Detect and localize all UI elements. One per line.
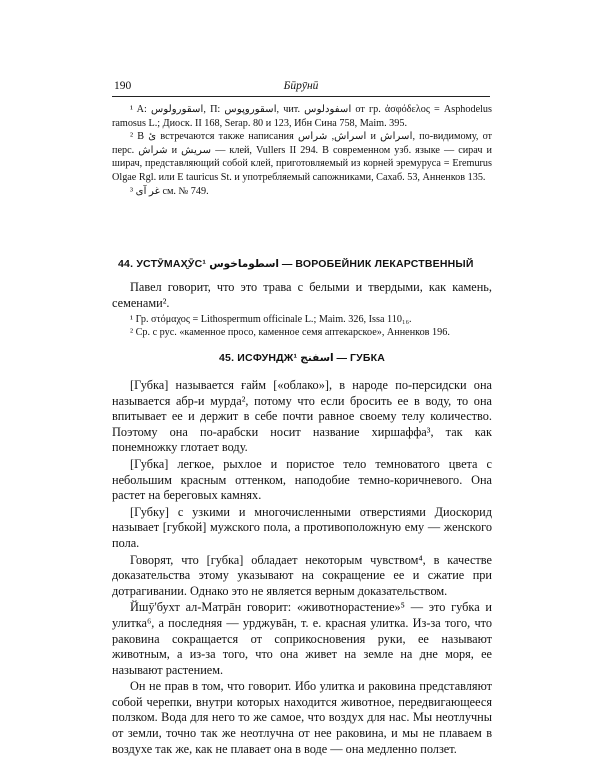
running-title: Бӣрӯнӣ (283, 80, 319, 92)
footnote: ² Ср. с рус. «каменное просо, каменное семя аптекарское», Анненков 196. (130, 327, 450, 339)
paragraph: [Губка] легкое, рыхлое и пористое тело темноватого цвета с небольшим красным оттенком, наподобие темно-коричневого. Она растет на береговых камнях. (112, 456, 492, 503)
paragraph: Он не прав в том, что говорит. Ибо улитка и раковина представляют собой черепки, внутри которых находится животное, передвигающееся ползком. Вода для него то же самое, что воздух для нас. Мы неотлучны от земли, точно так же неотлучна от нее раковина, и мы не плаваем в воздухе так же, как не плавает она в воде — она медленно ползет. (112, 679, 492, 756)
footnote: ² В ئ встречаются также написания اسراش, شراس и اسراش, по-видимому, от перс. شراش и سریش — клей, Vullers II 294. В современном узб. языке — сирач и ширач, представляющий собой клей, приготовляемый из корней эремуруса = Eremurus Olgae Rgl. или E tauricus St. и употребляемый сапожниками, Сахаб. 53, Анненков 135. (112, 131, 493, 183)
footnote: ¹ A: اسقورولوس, П: اسقوروپوس, чит. اسفودلوس от гр. ἀσφόδελος = Asphodelus ramosus L.; Диоск. II 168, Serap. 80 и 123, Ибн Сина 758, Maim. 395. (112, 104, 492, 129)
footnote: ¹ Гр. στόμαχος = Lithospermum officinale L.; Maim. 326, Issa 110₁₆. (130, 314, 412, 325)
entry-44-footnotes (112, 313, 492, 339)
footnotes-top (112, 103, 492, 198)
paragraph: Йшӯ'бухт ал-Матрāн говорит: «животнорастение»⁵ — это губка и улитка⁶, а последняя — урджувāн, т. е. красная улитка. Из-за того, что раковина сокращается от соприкосновения руки, ее называют животным, а из-за того, что она живет на земле на дне моря, ее называют растением. (112, 600, 492, 677)
page-header (112, 80, 490, 97)
entry-45-body (112, 378, 492, 758)
entry-44-title: 44. УСТӮМАХ̮ӮС¹ اسطوماخوس — ВОРОБЕЙНИК ЛЕКАРСТВЕННЫЙ (118, 258, 474, 270)
entry-44-body (112, 280, 492, 311)
paragraph: [Губку] с узкими и многочисленными отверстиями Диоскорид называет [губкой] мужского пола, а противоположную ему — женского пола. (112, 504, 492, 550)
paragraph: [Губка] называется ғайм [«облако»], в народе по-персидски она называется абр-и мурда², потому что если бросить ее в воду, то она впитывает ее и держит в себе почти равное своему телу количество. Поэтому она по-арабски носит название хиршаффа³, так как понемножку глотает воду. (112, 378, 492, 455)
footnote: ³ غر آی см. № 749. (130, 185, 209, 197)
paragraph: Говорят, что [губка] обладает некоторым чувством⁴, в качестве доказательства этому указывают на сокращение ее и сжатие при дотрагивании. Однако это не является верным доказательством. (112, 552, 492, 598)
paragraph: Павел говорит, что это трава с белыми и твердыми, как камень, семенами². (112, 280, 492, 310)
page-number: 190 (114, 80, 132, 92)
entry-45-title: 45. ИСФУНДЖ¹ اسفنج — ГУБКА (218, 352, 385, 364)
